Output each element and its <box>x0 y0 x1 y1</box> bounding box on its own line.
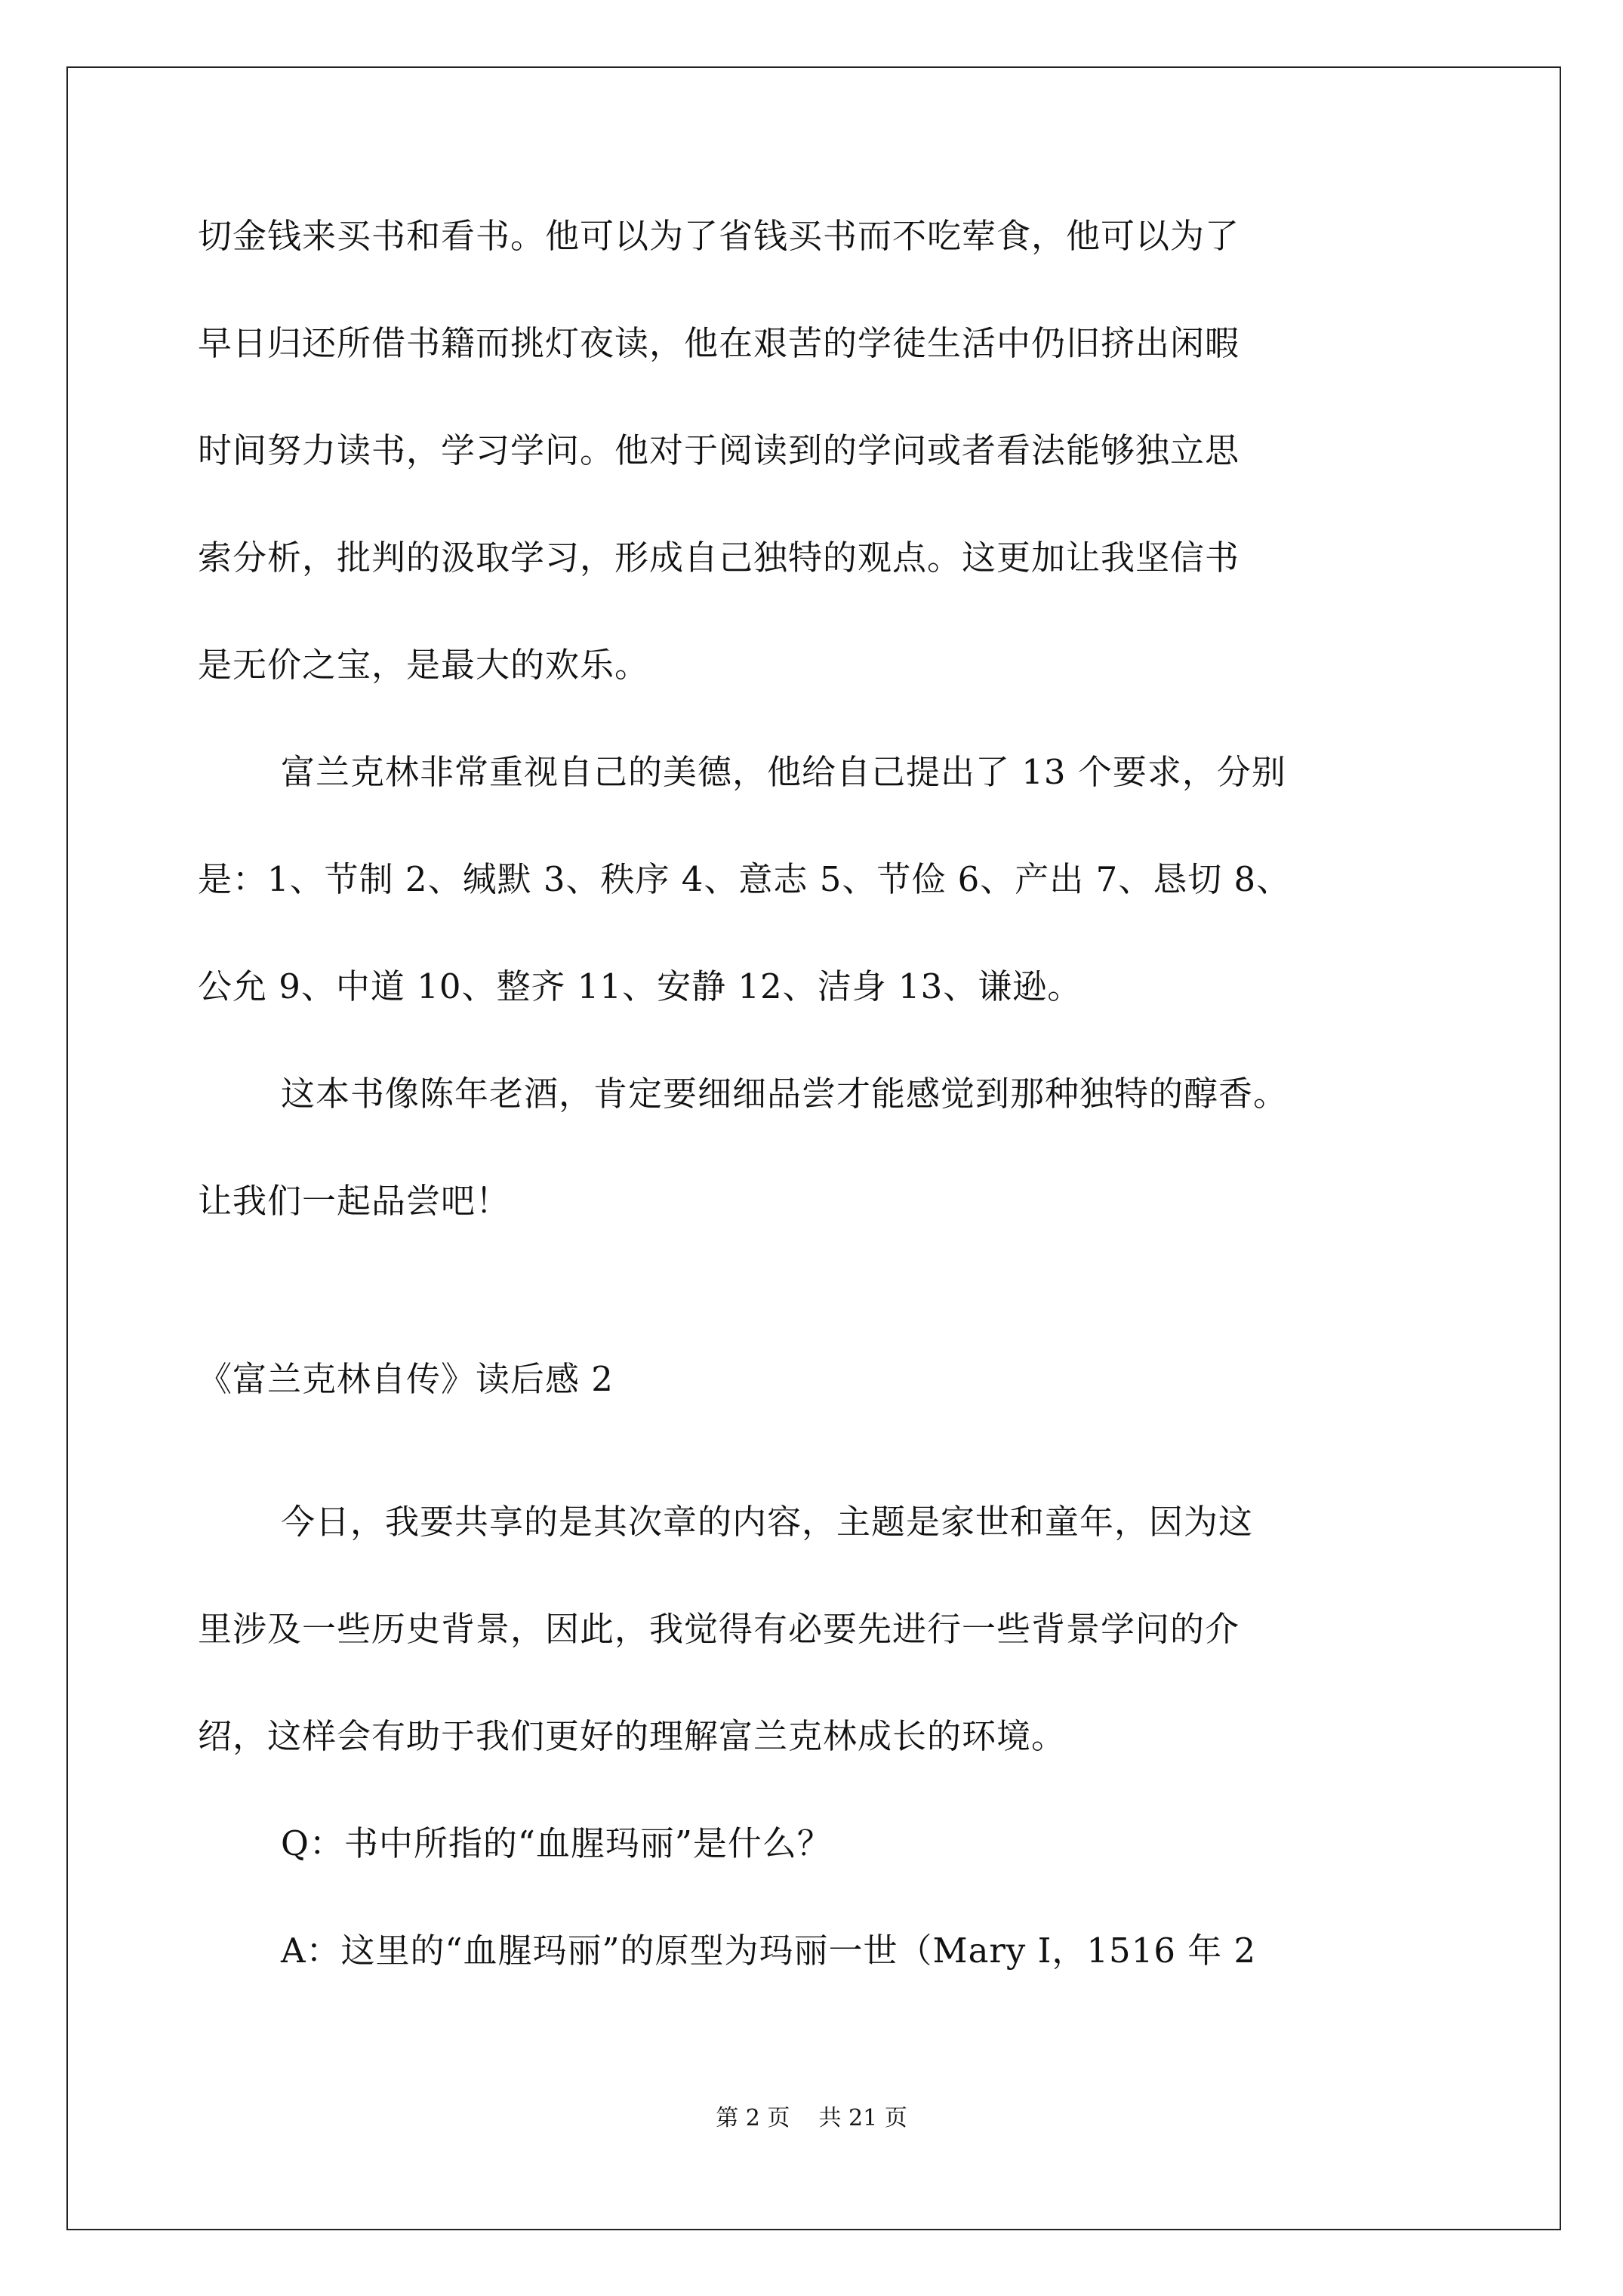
paragraph-line: 索分析，批判的汲取学习，形成自己独特的观点。这更加让我坚信书 <box>198 538 1240 578</box>
answer-line: A：这里的“血腥玛丽”的原型为玛丽一世（Mary I，1516 年 2 <box>281 1931 1257 1971</box>
paragraph-line: 让我们一起品尝吧！ <box>198 1181 511 1221</box>
section-title: 《富兰克林自传》读后感 2 <box>198 1359 614 1399</box>
paragraph-line: 是：1、节制 2、缄默 3、秩序 4、意志 5、节俭 6、产出 7、恳切 8、 <box>198 859 1292 899</box>
paragraph-line: 里涉及一些历史背景，因此，我觉得有必要先进行一些背景学问的介 <box>198 1609 1240 1649</box>
paragraph-line: 富兰克林非常重视自己的美德，他给自己提出了 13 个要求，分别 <box>281 752 1286 792</box>
paragraph-line: 今日，我要共享的是其次章的内容，主题是家世和童年，因为这 <box>281 1502 1254 1542</box>
page-footer: 第 2 页 共 21 页 <box>716 2105 907 2131</box>
paragraph-line: 切金钱来买书和看书。他可以为了省钱买书而不吃荤食，他可以为了 <box>198 216 1240 256</box>
paragraph-line: 公允 9、中道 10、整齐 11、安静 12、洁身 13、谦逊。 <box>198 966 1083 1006</box>
paragraph-line: 是无价之宝，是最大的欢乐。 <box>198 645 650 685</box>
page-border <box>66 66 1561 2230</box>
paragraph-line: 绍，这样会有助于我们更好的理解富兰克林成长的环境。 <box>198 1716 1067 1756</box>
paragraph-line: 早日归还所借书籍而挑灯夜读，他在艰苦的学徒生活中仍旧挤出闲暇 <box>198 323 1240 363</box>
paragraph-line: 时间努力读书，学习学问。他对于阅读到的学问或者看法能够独立思 <box>198 430 1240 470</box>
paragraph-line: 这本书像陈年老酒，肯定要细细品尝才能感觉到那种独特的醇香。 <box>281 1074 1289 1114</box>
question-line: Q：书中所指的“血腥玛丽”是什么？ <box>281 1823 832 1863</box>
